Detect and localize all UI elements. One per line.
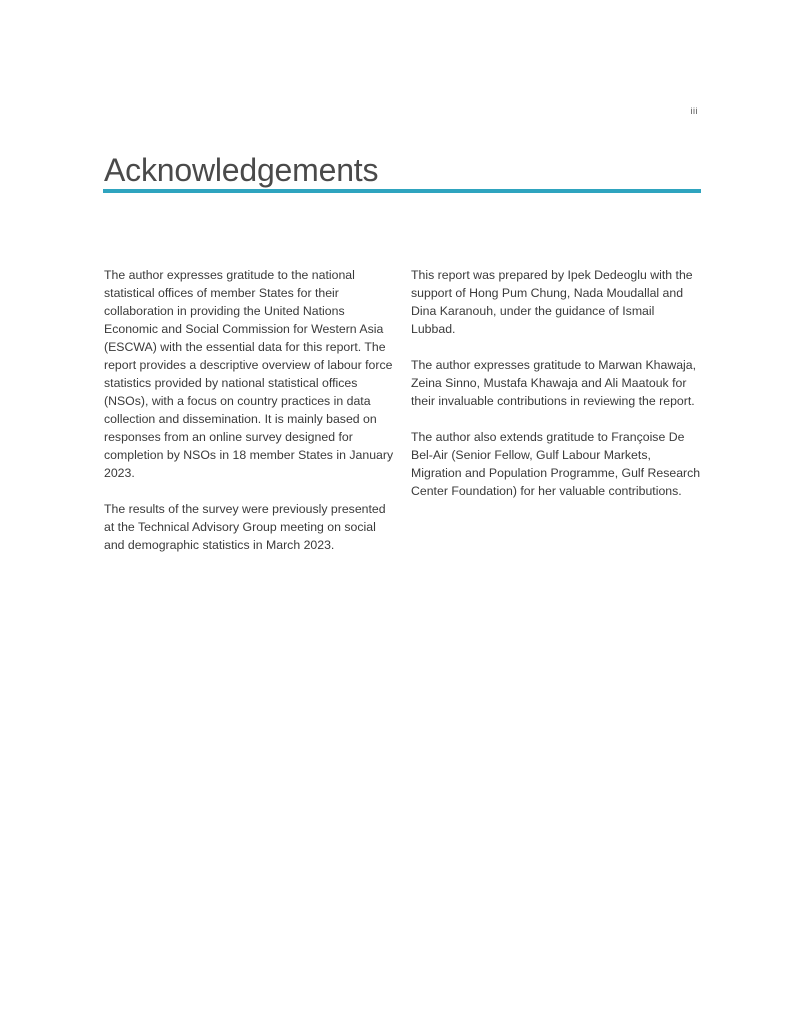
body-paragraph: The author also extends gratitude to Françoise De Bel-Air (Senior Fellow, Gulf Labour Markets, Migration and Population Programme, Gulf Research Center Foundation) for her valuable contributions. xyxy=(411,430,701,498)
body-paragraph: This report was prepared by Ipek Dedeoglu with the support of Hong Pum Chung, Nada Moudallal and Dina Karanouh, under the guidance of Ismail Lubbad. xyxy=(411,268,693,336)
page-number: iii xyxy=(690,106,698,116)
body-paragraph: The results of the survey were previously presented at the Technical Advisory Group meeting on social and demographic statistics in March 2023. xyxy=(104,502,386,552)
page-title: Acknowledgements xyxy=(104,152,379,188)
body-paragraph: The author expresses gratitude to the national statistical offices of member States for their collaboration in providing the United Nations Economic and Social Commission for Western Asia (ESCWA) with the essential data for this report. The report provides a descriptive overview of labour force statistics provided by national statistical offices (NSOs), with a focus on country practices in data collection and dissemination. It is mainly based on responses from an online survey designed for completion by NSOs in 18 member States in January 2023. xyxy=(104,268,394,480)
body-paragraph: The author expresses gratitude to Marwan Khawaja, Zeina Sinno, Mustafa Khawaja and Ali Maatouk for their invaluable contributions in reviewing the report. xyxy=(411,358,697,408)
right-column xyxy=(411,266,701,518)
title-underline-rule xyxy=(103,189,701,193)
left-column xyxy=(104,266,394,572)
